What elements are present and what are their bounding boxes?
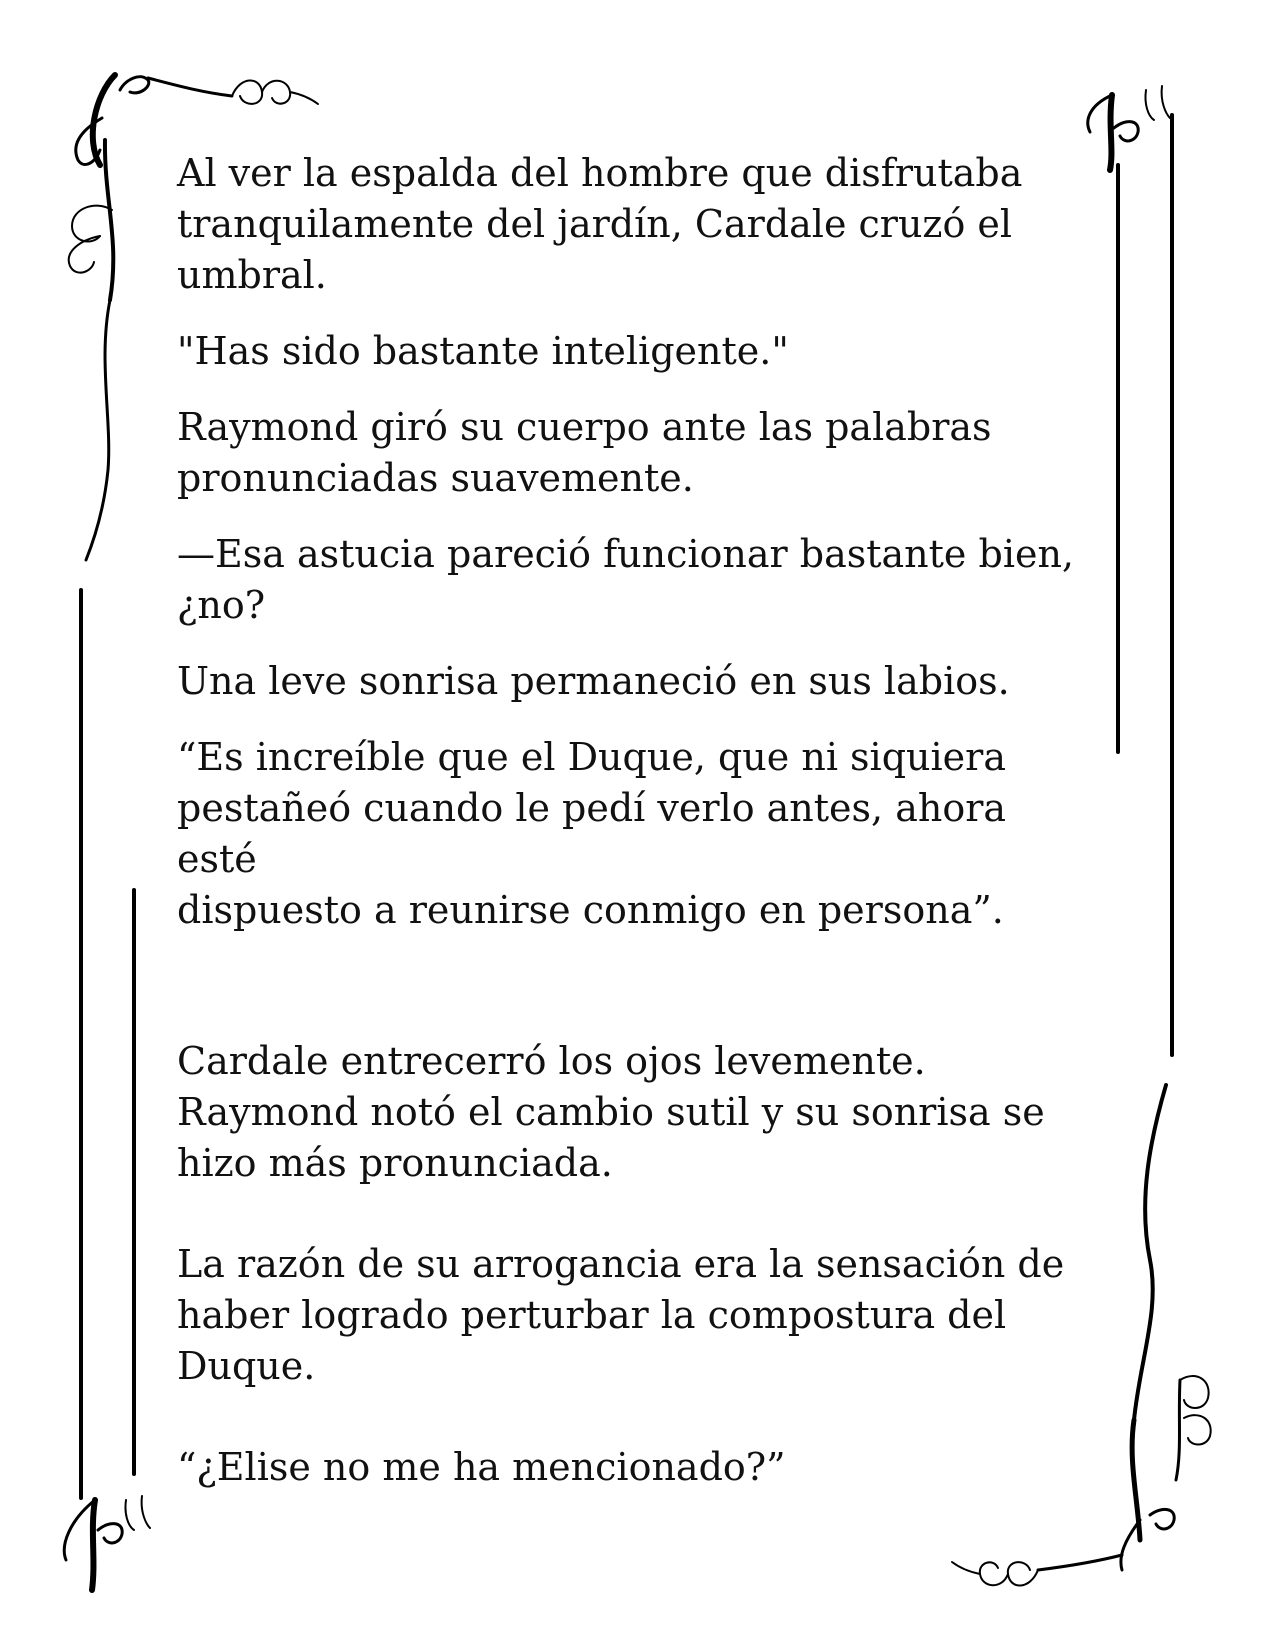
- paragraph-5: Una leve sonrisa permaneció en sus labios.: [177, 659, 1010, 703]
- paragraph-7: Cardale entrecerró los ojos levemente. Raymond notó el cambio sutil y su sonrisa se hizo más pronunciada.: [177, 1039, 1045, 1185]
- paragraph-6: “Es increíble que el Duque, que ni siquiera pestañeó cuando le pedí verlo antes, ahora esté dispuesto a reunirse conmigo en persona”.: [177, 735, 1007, 932]
- paragraph-3: Raymond giró su cuerpo ante las palabras pronunciadas suavemente.: [177, 405, 992, 500]
- paragraph-9: “¿Elise no me ha mencionado?”: [177, 1445, 786, 1489]
- body-text: [177, 148, 1097, 1493]
- top-right-flourish: [1088, 86, 1170, 170]
- bottom-left-flourish: [64, 1496, 150, 1590]
- paragraph-8: La razón de su arrogancia era la sensación de haber logrado perturbar la compostura del Duque.: [177, 1242, 1065, 1388]
- paragraph-1: Al ver la espalda del hombre que disfrutaba tranquilamente del jardín, Cardale cruzó el umbral.: [177, 151, 1023, 297]
- paragraph-4: —Esa astucia pareció funcionar bastante bien, ¿no?: [177, 532, 1075, 627]
- paragraph-2: "Has sido bastante inteligente.": [177, 329, 789, 373]
